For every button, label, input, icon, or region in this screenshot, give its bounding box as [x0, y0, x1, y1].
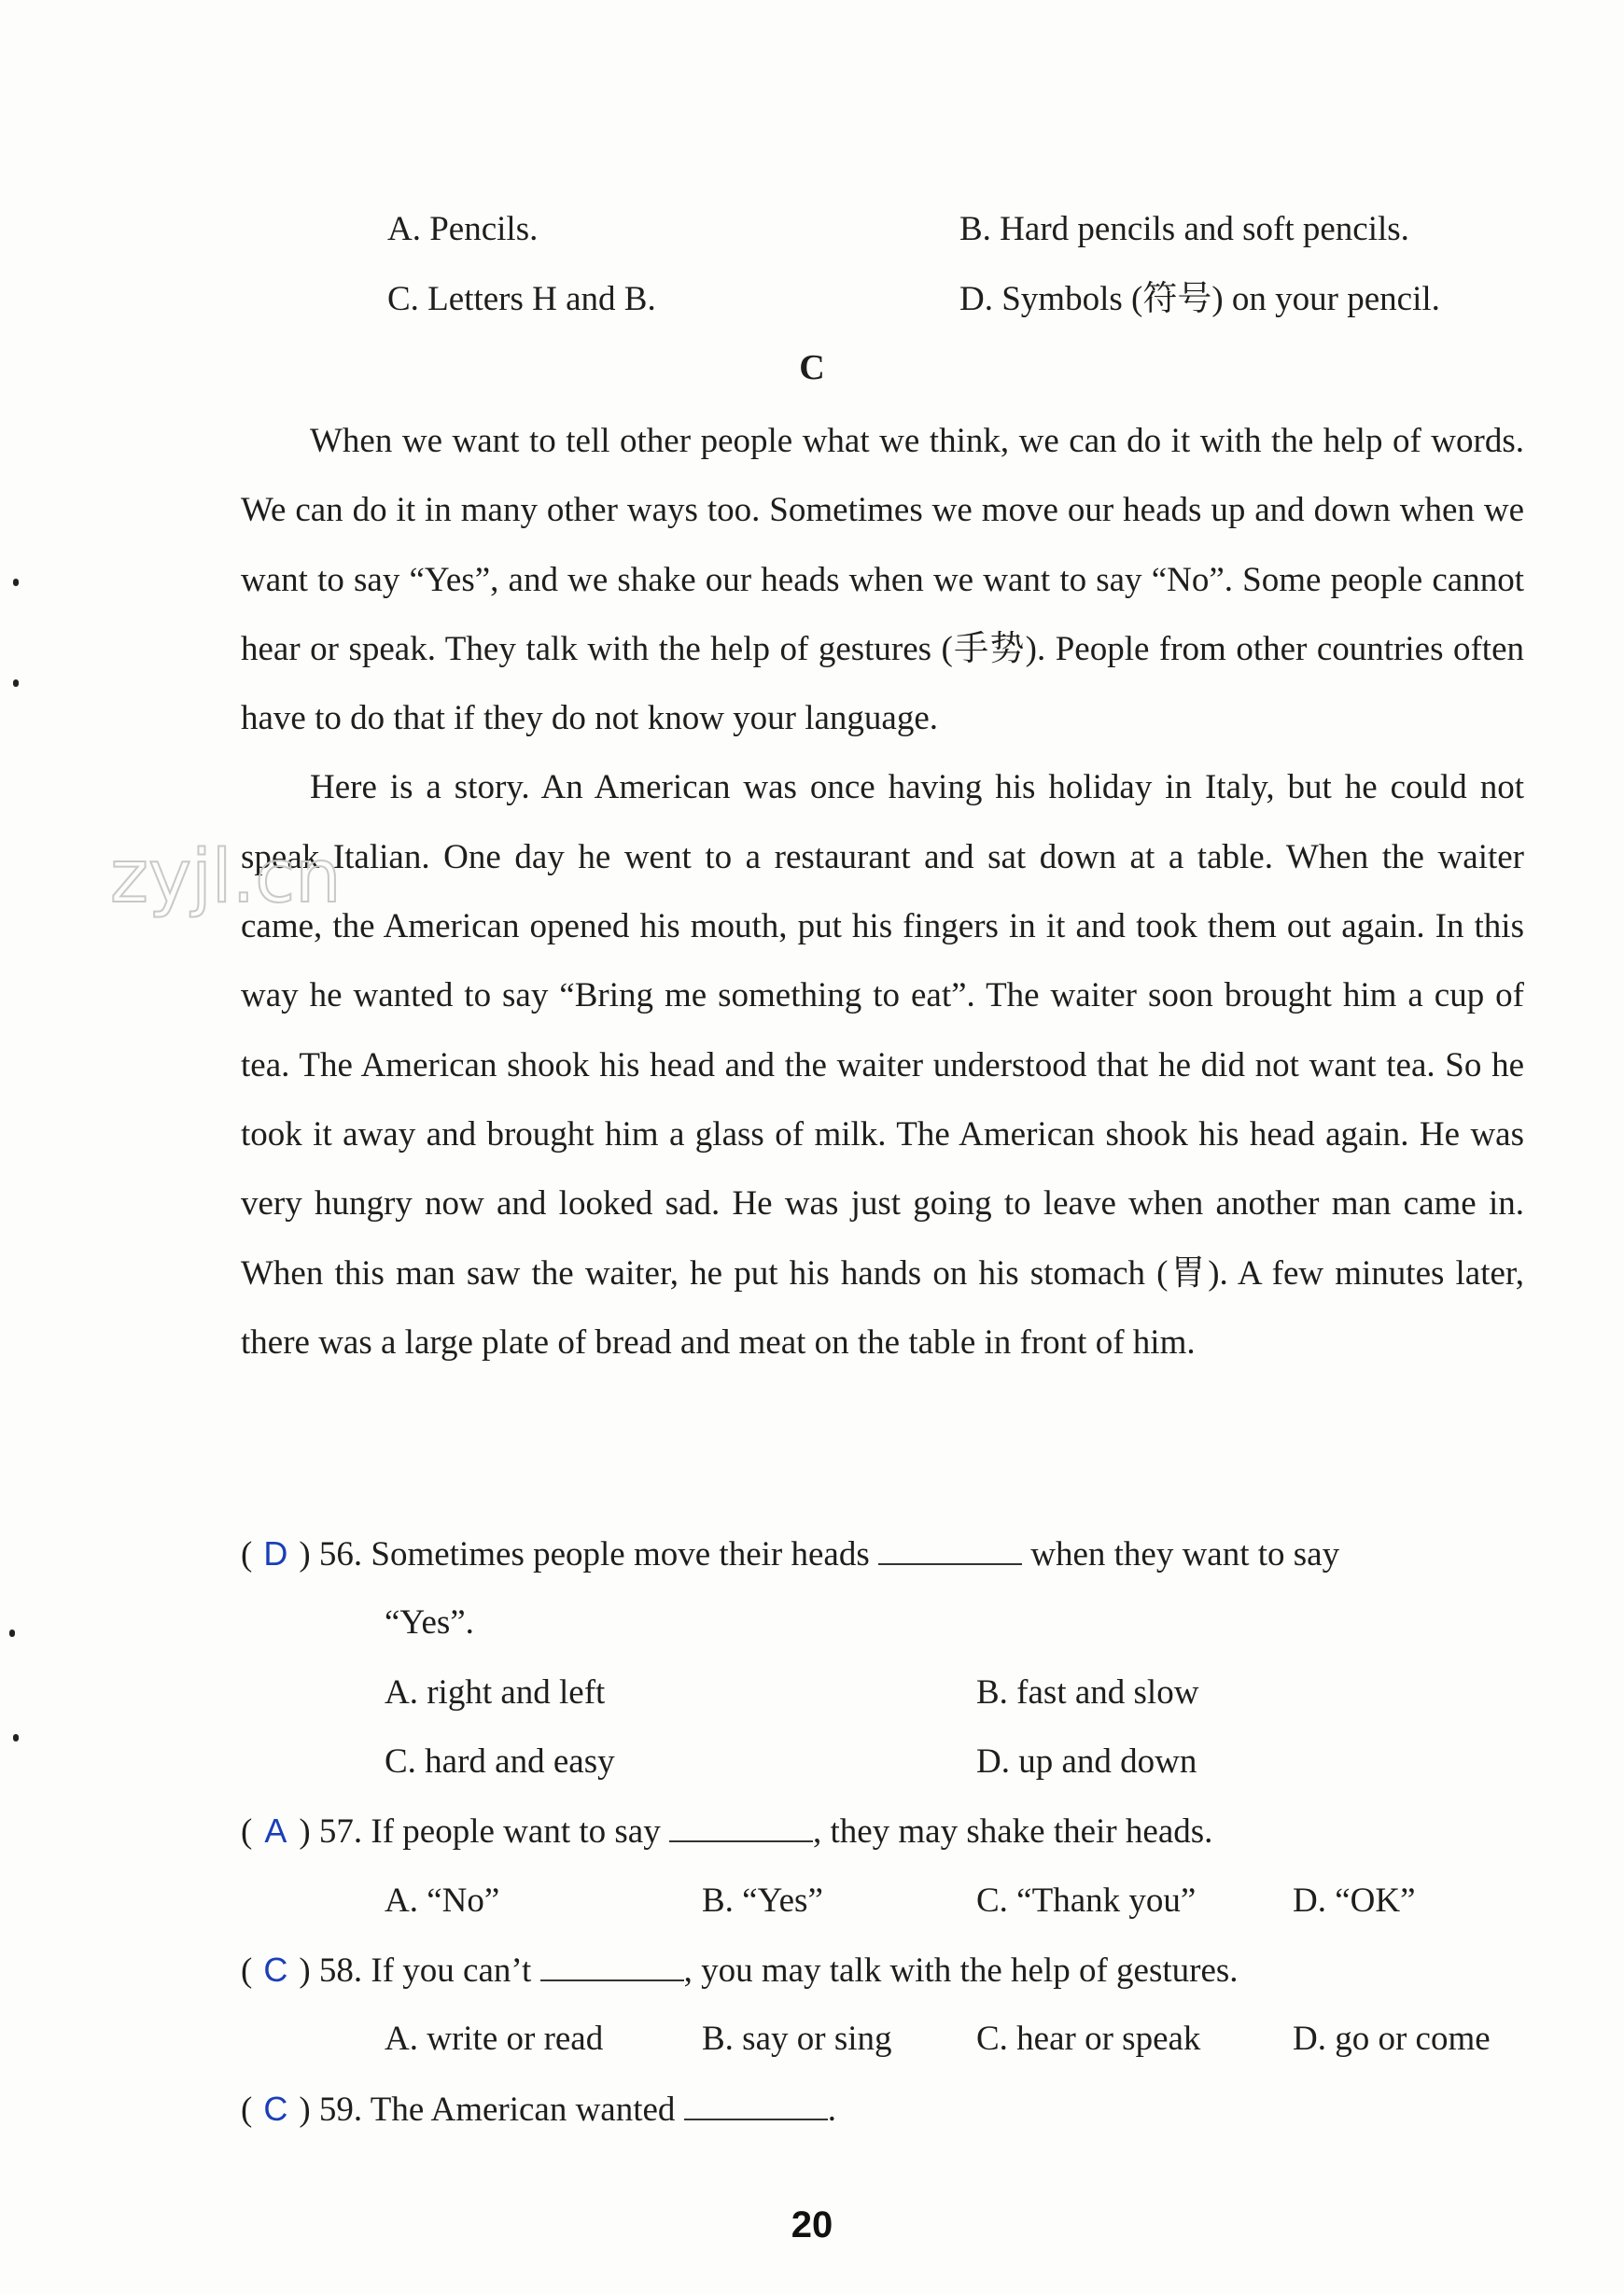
q58-option-d: D. go or come — [1293, 2020, 1491, 2058]
prev-option-c: C. Letters H and B. — [387, 280, 656, 318]
page-number: 20 — [791, 2204, 833, 2245]
section-heading: C — [799, 348, 825, 387]
scan-mark — [9, 1630, 15, 1637]
q58-option-b: B. say or sing — [702, 2020, 892, 2058]
prev-option-a: A. Pencils. — [387, 210, 539, 248]
question-59: ( C ) 59. The American wanted . — [241, 2090, 836, 2129]
watermark-logo — [103, 829, 355, 931]
question-59-text: 59. The American wanted — [318, 2091, 676, 2129]
answer-56: D — [263, 1534, 288, 1573]
q57-option-d: D. “OK” — [1293, 1881, 1416, 1920]
q56-option-a: A. right and left — [385, 1673, 606, 1712]
q56-option-c: C. hard and easy — [385, 1742, 615, 1781]
prev-option-b: B. Hard pencils and soft pencils. — [959, 210, 1409, 248]
answer-blank-56 — [878, 1535, 1022, 1565]
scan-mark — [13, 679, 19, 687]
answer-blank-58 — [540, 1951, 684, 1981]
answer-blank-59 — [684, 2091, 828, 2120]
answer-58: C — [263, 1951, 288, 1989]
question-58-text: 58. If you can’t — [318, 1951, 532, 1990]
question-57-text-after: , they may shake their heads. — [812, 1812, 1213, 1851]
passage-paragraph-1: When we want to tell other people what we think, we can do it with the help of words. We can do it in many other ways too. Sometimes we move our heads up and down when we want to say “Yes”, and we shake our heads when we want to say “No”. Some people cannot hear or speak. They talk with the help of gestures (手势). People from other countries often have to do that if they do not know your language. — [241, 422, 1524, 738]
question-57-text: 57. If people want to say — [318, 1812, 661, 1851]
question-56: ( D ) 56. Sometimes people move their heads when they want to say — [241, 1534, 1340, 1574]
q57-option-c: C. “Thank you” — [976, 1881, 1197, 1920]
question-59-text-after: . — [827, 2091, 836, 2129]
question-56-text: 56. Sometimes people move their heads — [318, 1535, 870, 1574]
answer-57: A — [264, 1811, 287, 1850]
passage-paragraph-2: Here is a story. An American was once having his holiday in Italy, but he could not speak Italian. One day he went to a restaurant and sat down at a table. When the waiter came, the American opened his mouth, put his fingers in it and took them out again. In this way he wanted to say “Bring me something to eat”. The waiter soon brought him a cup of tea. The American shook his head and the waiter understood that he did not want tea. So he took it away and brought him a glass of milk. The American shook his head again. He was very hungry now and looked sad. He was just going to leave when another man came in. When this man saw the waiter, he put his hands on his stomach (胃). A few minutes later, there was a large plate of bread and meat on the table in front of him. — [241, 768, 1524, 1362]
question-57: ( A ) 57. If people want to say , they may shake their heads. — [241, 1811, 1213, 1851]
answer-59: C — [263, 2090, 288, 2128]
q57-option-a: A. “No” — [385, 1881, 500, 1920]
scan-mark — [13, 1734, 19, 1741]
q58-option-c: C. hear or speak — [976, 2020, 1201, 2058]
q58-option-a: A. write or read — [385, 2020, 604, 2058]
q56-option-d: D. up and down — [976, 1742, 1197, 1781]
prev-option-d: D. Symbols (符号) on your pencil. — [959, 280, 1440, 318]
scan-mark — [13, 579, 19, 586]
question-56-text-after: when they want to say — [1030, 1535, 1340, 1574]
q57-option-b: B. “Yes” — [702, 1881, 823, 1920]
watermark-text: zyjl.cn — [110, 835, 342, 919]
answer-blank-57 — [669, 1812, 813, 1842]
question-56-continued: “Yes”. — [385, 1603, 474, 1642]
reading-passage — [241, 407, 1524, 1378]
q56-option-b: B. fast and slow — [976, 1673, 1199, 1712]
question-58-text-after: , you may talk with the help of gestures. — [683, 1951, 1239, 1990]
question-58: ( C ) 58. If you can’t , you may talk with the help of gestures. — [241, 1951, 1239, 1990]
